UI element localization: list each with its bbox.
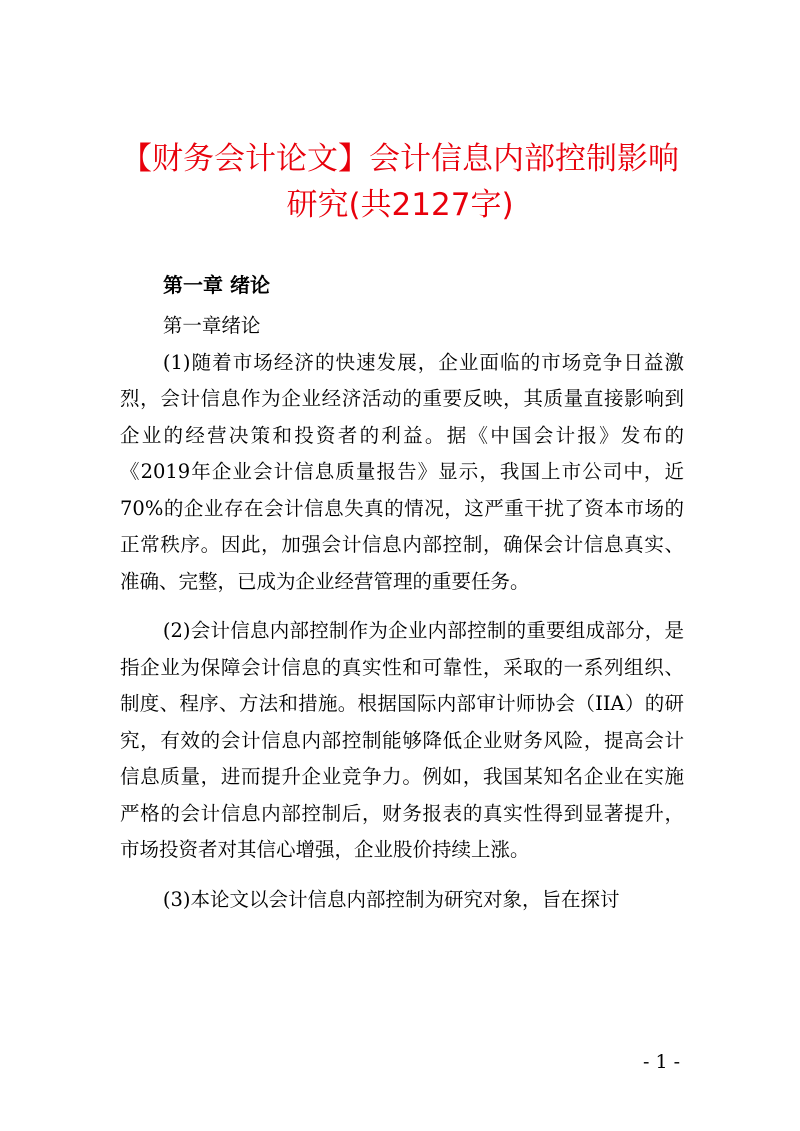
paragraph-3: (3)本论文以会计信息内部控制为研究对象，旨在探讨 <box>162 887 620 911</box>
body-text <box>120 308 684 918</box>
document-title: 【财务会计论文】会计信息内部控制影响研究(共2127字) <box>121 141 679 223</box>
chapter-heading: 第一章 绪论 <box>163 273 270 297</box>
section-subheading: 第一章绪论 <box>162 314 261 337</box>
page-number: - 1 - <box>642 1051 680 1073</box>
paragraph-1: (1)随着市场经济的快速发展，企业面临的市场竞争日益激烈，会计信息作为企业经济活动的重要反映，其质量直接影响到企业的经营决策和投资者的利益。据《中国会计报》发布的《2019年企业会计信息质量报告》显示，我国上市公司中，近70%的企业存在会计信息失真的情况，这严重干扰了资本市场的正常秩序。因此，加强会计信息内部控制，确保会计信息真实、准确、完整，已成为企业经营管理的重要任务。 <box>120 350 684 593</box>
paragraph-2: (2)会计信息内部控制作为企业内部控制的重要组成部分，是指企业为保障会计信息的真实性和可靠性，采取的一系列组织、制度、程序、方法和措施。根据国际内部审计师协会（IIA）的研究，有效的会计信息内部控制能够降低企业财务风险，提高会计信息质量，进而提升企业竞争力。例如，我国某知名企业在实施严格的会计信息内部控制后，财务报表的真实性得到显著提升，市场投资者对其信心增强，企业股价持续上涨。 <box>120 619 684 861</box>
